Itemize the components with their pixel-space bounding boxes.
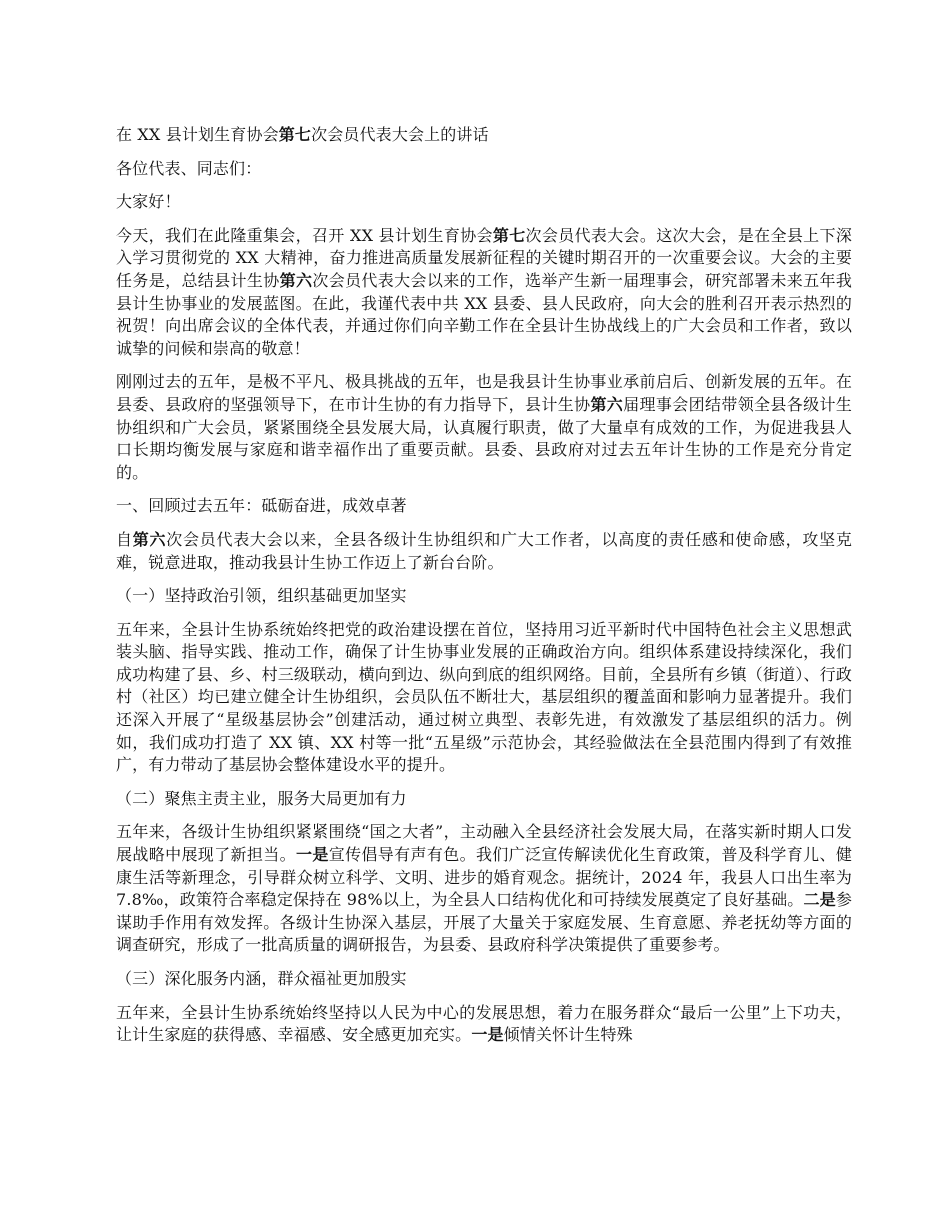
subsection3-heading: （三）深化服务内涵，群众福祉更加殷实 <box>116 969 407 988</box>
section1-intro-paragraph: 自第六次会员代表大会以来，全县各级计生协组织和广大工作者，以高度的责任感和使命感，攻坚克难，锐意进取，推动我县计生协工作迈上了新台台阶。 <box>116 529 852 572</box>
greeting: 大家好！ <box>116 192 181 212</box>
salutation: 各位代表、同志们： <box>116 158 262 178</box>
intro-paragraph: 今天，我们在此隆重集会，召开 XX 县计划生育协会第七次会员代表大会。这次大会，是在全县上下深入学习贯彻党的 XX 大精神，奋力推进高质量发展新征程的关键时期召开的一次重要会议。大会的主要任务是，总结县计生协第六次会员代表大会以来的工作，选举产生新一届理事会，研究部署未来五年我县计生协事业的发展蓝图。在此，我谨代表中共 XX 县委、县人民政府，向大会的胜利召开表示热烈的祝贺！向出席会议的全体代表，并通过你们向辛勤工作在全县计生协战线上的广大会员和工作者，致以诚挚的问候和崇高的敬意！ <box>116 225 852 358</box>
section1-heading: 一、回顾过去五年：砥砺奋进，成效卓著 <box>116 496 407 516</box>
subsection1-heading: （一）坚持政治引领，组织基础更加坚实 <box>116 586 407 606</box>
subsection2-paragraph: 五年来，各级计生协组织紧紧围绕“国之大者”，主动融入全县经济社会发展大局，在落实新时期人口发展战略中展现了新担当。一是宣传倡导有声有色。我们广泛宣传解读优化生育政策，普及科学育儿、健康生活等新理念，引导群众树立科学、文明、进步的婚育观念。据统计，2024 年，我县人口出生率为 7.8‰，政策符合率稳定保持在 98%以上，为全县人口结构优化和可持续发展奠定了良好基础。二是参谋助手作用有效发挥。各级计生协深入基层，开展了大量关于家庭发展、生育意愿、养老抚幼等方面的调查研究，形成了一批高质量的调研报告，为县委、县政府科学决策提供了重要参考。 <box>116 822 852 955</box>
subsection3-paragraph: 五年来，全县计生协系统始终坚持以人民为中心的发展思想，着力在服务群众“最后一公里”上下功夫，让计生家庭的获得感、幸福感、安全感更加充实。一是倾情关怀计生特殊 <box>116 1002 852 1045</box>
document-title: 在 XX 县计划生育协会第七次会员代表大会上的讲话 <box>116 125 489 144</box>
subsection1-paragraph: 五年来，全县计生协系统始终把党的政治建设摆在首位，坚持用习近平新时代中国特色社会主义思想武装头脑、指导实践、推动工作，确保了计生协事业发展的正确政治方向。组织体系建设持续深化，我们成功构建了县、乡、村三级联动，横向到边、纵向到底的组织网络。目前，全县所有乡镇（街道）、行政村（社区）均已建立健全计生协组织，会员队伍不断壮大，基层组织的覆盖面和影响力显著提升。我们还深入开展了“星级基层协会”创建活动，通过树立典型、表彰先进，有效激发了基层组织的活力。例如，我们成功打造了 XX 镇、XX 村等一批“五星级”示范协会，其经验做法在全县范围内得到了有效推广，有力带动了基层协会整体建设水平的提升。 <box>116 619 852 775</box>
document-page <box>116 124 852 1058</box>
review-paragraph: 刚刚过去的五年，是极不平凡、极具挑战的五年，也是我县计生协事业承前启后、创新发展的五年。在县委、县政府的坚强领导下，在市计生协的有力指导下，县计生协第六届理事会团结带领全县各级计生协组织和广大会员，紧紧围绕全县发展大局，认真履行职责，做了大量卓有成效的工作，为促进我县人口长期均衡发展与家庭和谐幸福作出了重要贡献。县委、县政府对过去五年计生协的工作是充分肯定的。 <box>116 372 852 482</box>
subsection2-heading: （二）聚焦主责主业，服务大局更加有力 <box>116 788 407 808</box>
